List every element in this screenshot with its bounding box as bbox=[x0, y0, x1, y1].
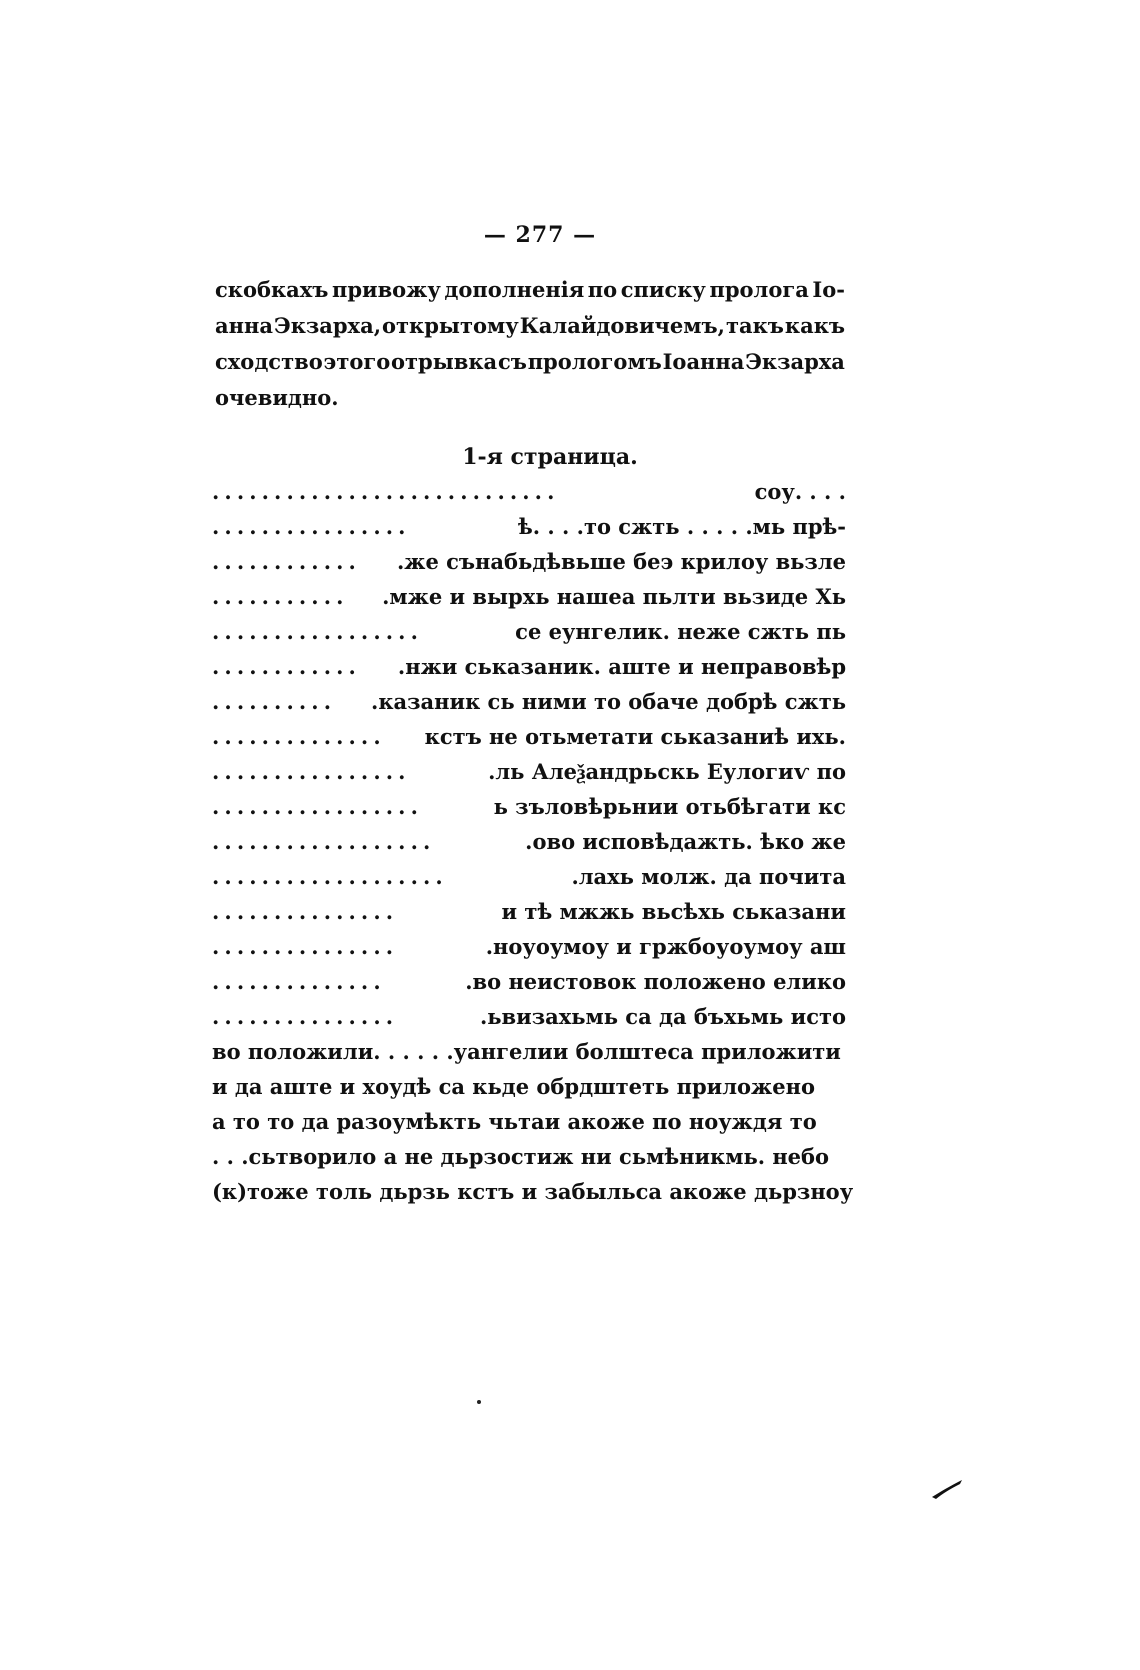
intro-word: прологомъ bbox=[527, 349, 662, 374]
fragment-text: се еунгелик. неже сжть пь bbox=[515, 619, 846, 644]
dot-leader: ................. bbox=[212, 794, 423, 819]
intro-word: Калайдовичемъ, bbox=[519, 313, 725, 338]
fragment-line bbox=[212, 474, 846, 509]
fragment-text: .во неистовок положено елико bbox=[465, 969, 846, 994]
page-number: — 277 — bbox=[483, 222, 597, 248]
manuscript-fragment bbox=[212, 474, 854, 1209]
dot-leader: ............... bbox=[212, 1004, 399, 1029]
fragment-text: .казаник сь ними то обаче добрѣ сжть bbox=[371, 689, 846, 714]
fragment-line bbox=[212, 894, 846, 929]
ink-dot bbox=[477, 1400, 481, 1404]
fragment-text: .мже и вырхь нашеа пьлти вьзиде Хь bbox=[382, 584, 846, 609]
fragment-text: .ль Алеѯандрьскь Еулогиѵ по bbox=[488, 759, 846, 784]
fragment-text: ѣ. . . .то сжть . . . . .мь прѣ- bbox=[518, 514, 846, 539]
intro-word: отрывка bbox=[391, 349, 498, 374]
dot-leader: ................. bbox=[212, 619, 423, 644]
fragment-line bbox=[212, 579, 846, 614]
fragment-text: и да аште и хоудѣ са кьде обрдштеть приложено bbox=[212, 1074, 815, 1099]
intro-word: какъ bbox=[784, 313, 845, 338]
fragment-line bbox=[212, 964, 846, 999]
intro-word: Экзарха bbox=[745, 349, 845, 374]
fragment-line bbox=[212, 999, 846, 1034]
fragment-line bbox=[212, 649, 846, 684]
fragment-line bbox=[212, 544, 846, 579]
fragment-line bbox=[212, 614, 846, 649]
dot-leader: ............... bbox=[212, 899, 399, 924]
dot-leader: .............. bbox=[212, 724, 386, 749]
dot-leader: ............... bbox=[212, 934, 399, 959]
fragment-line bbox=[212, 824, 846, 859]
fragment-text: и тѣ мжжь вьсѣхь ськазани bbox=[501, 899, 846, 924]
section-title: 1-я страница. bbox=[462, 444, 638, 470]
fragment-line bbox=[212, 859, 846, 894]
intro-word: съ bbox=[497, 349, 527, 374]
intro-word: скобкахъ bbox=[215, 277, 329, 302]
dot-leader: ............................ bbox=[212, 479, 560, 504]
fragment-line bbox=[212, 684, 846, 719]
intro-paragraph bbox=[215, 272, 845, 416]
fragment-text: .ово исповѣдажть. ѣко же bbox=[525, 829, 846, 854]
fragment-text: .нжи ськазаник. аште и неправовѣр bbox=[397, 654, 846, 679]
intro-word: Іоанна bbox=[662, 349, 745, 374]
fragment-line bbox=[212, 1069, 846, 1104]
intro-word: привожу bbox=[331, 277, 441, 302]
intro-word: сходство bbox=[215, 349, 323, 374]
intro-word: такъ bbox=[725, 313, 784, 338]
intro-line bbox=[215, 380, 845, 416]
intro-line bbox=[215, 344, 845, 380]
intro-line bbox=[215, 308, 845, 344]
intro-word: открытому bbox=[382, 313, 519, 338]
intro-line bbox=[215, 272, 845, 308]
fragment-line bbox=[212, 719, 846, 754]
intro-word: очевидно. bbox=[215, 385, 339, 410]
intro-word: дополненія bbox=[444, 277, 585, 302]
fragment-line bbox=[212, 1139, 846, 1174]
dot-leader: ............ bbox=[212, 654, 361, 679]
fragment-line bbox=[212, 929, 846, 964]
intro-word: списку bbox=[620, 277, 706, 302]
intro-word: Іо- bbox=[812, 277, 845, 302]
intro-word: этого bbox=[323, 349, 391, 374]
fragment-line bbox=[212, 1034, 846, 1069]
fragment-text: соу. . . . bbox=[754, 479, 846, 504]
fragment-text: а то то да разоумѣкть чьтаи акоже по ноуждя то bbox=[212, 1109, 817, 1134]
fragment-text: (к)тоже толь дьрзь кстъ и забыльса акоже дьрзноу bbox=[212, 1179, 854, 1204]
fragment-text: ь зъловѣрьнии отьбѣгати кс bbox=[493, 794, 846, 819]
dot-leader: .................. bbox=[212, 829, 436, 854]
fragment-text: .ьвизахьмь са да бъхьмь исто bbox=[479, 1004, 846, 1029]
fragment-line bbox=[212, 1174, 854, 1209]
fragment-line bbox=[212, 1104, 846, 1139]
fragment-line bbox=[212, 509, 846, 544]
fragment-text: кстъ не отьметати ськазаниѣ ихь. bbox=[424, 724, 846, 749]
fragment-text: .ноуоумоу и гржбоуоумоу аш bbox=[485, 934, 846, 959]
intro-word: анна bbox=[215, 313, 273, 338]
fragment-text: во положили. . . . . .уангелии болштеса приложити bbox=[212, 1039, 841, 1064]
dot-leader: .......... bbox=[212, 689, 337, 714]
intro-word: пролога bbox=[709, 277, 809, 302]
intro-word: по bbox=[587, 277, 618, 302]
pen-stroke-mark bbox=[930, 1478, 964, 1500]
fragment-text: .лахь молж. да почита bbox=[571, 864, 846, 889]
fragment-line bbox=[212, 789, 846, 824]
dot-leader: ........... bbox=[212, 584, 349, 609]
dot-leader: ................ bbox=[212, 514, 411, 539]
fragment-text: . . .сьтворило а не дьрзостиж ни сьмѣникмь. небо bbox=[212, 1144, 830, 1169]
fragment-line bbox=[212, 754, 846, 789]
dot-leader: ................ bbox=[212, 759, 411, 784]
fragment-text: .же сънабьдѣвьше беэ крилоу вьзле bbox=[396, 549, 846, 574]
intro-word: Экзарха, bbox=[274, 313, 381, 338]
dot-leader: ................... bbox=[212, 864, 448, 889]
dot-leader: .............. bbox=[212, 969, 386, 994]
dot-leader: ............ bbox=[212, 549, 361, 574]
